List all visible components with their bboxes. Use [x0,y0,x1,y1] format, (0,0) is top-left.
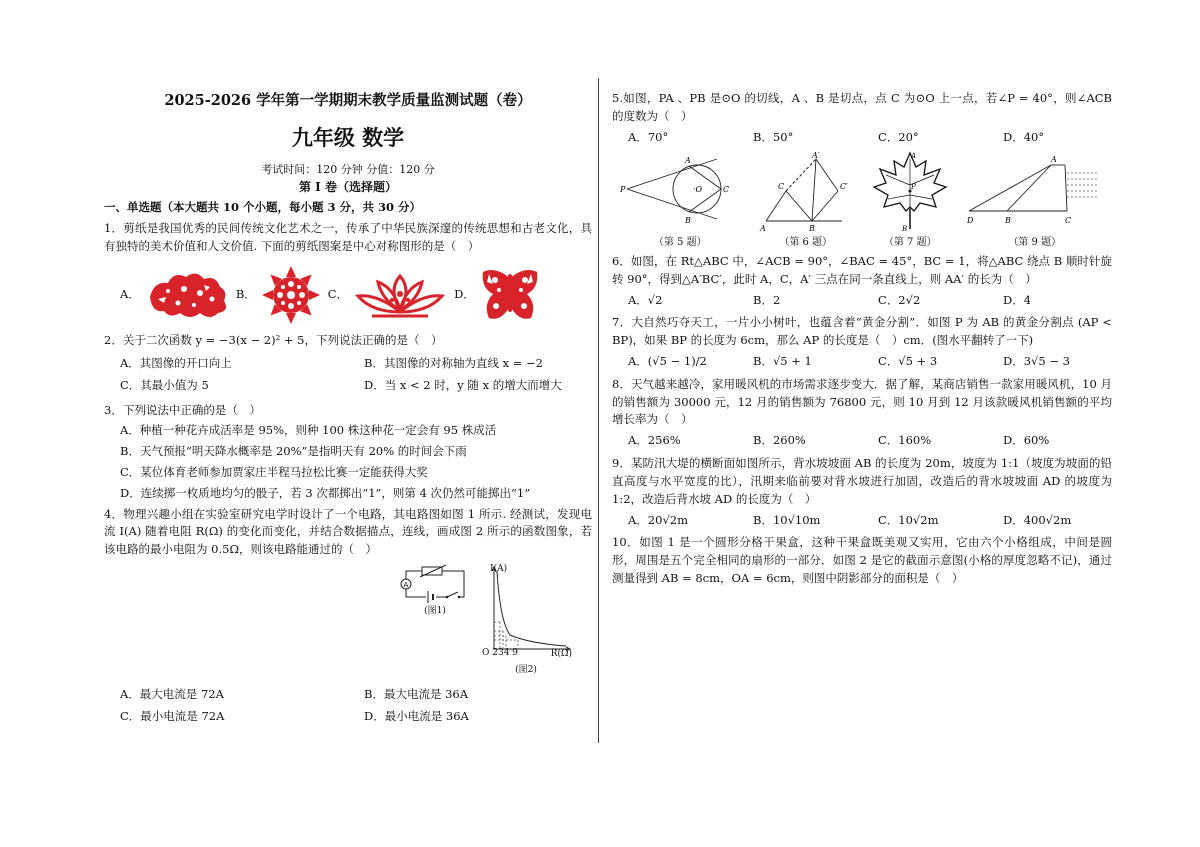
q5-option-d[interactable]: D．40° [1003,129,1045,144]
fig6-label-c: C [777,182,784,192]
q8-option-c[interactable]: C．160% [878,433,932,448]
embankment-diagram [965,151,1105,233]
fig9-label-a: A [1050,155,1057,165]
graph-figure [480,563,572,678]
q7-option-c[interactable]: C．√5 + 3 [878,354,938,368]
flower-papercut-icon [260,264,322,326]
exam-subject: 九年级 数学 [291,126,405,151]
right-column [612,88,1112,590]
question-1-options [120,264,592,326]
q1-option-b-label: B． [235,287,256,302]
question-5-text: 5.如图，PA 、PB 是⊙O 的切线，A 、B 是切点，点 C 为⊙O 上一点，若∠P = 40°，则∠ACB 的度数为（ ） [612,91,1112,123]
q9-option-c[interactable]: C．10√2m [878,512,939,527]
q3-option-b[interactable]: B．天气预报“明天降水概率是 20%”是指明天有 20% 的时间会下雨 [120,444,467,459]
question-3-text: 3．下列说法中正确的是（ ） [104,402,261,417]
graph-y-label: I(A) [490,564,508,575]
tangent-circle-diagram [619,151,741,233]
q7-option-a[interactable]: A．(√5 − 1)/2 [628,354,707,368]
fig6-label-c1: C′ [839,182,848,192]
question-7-text: 7．大自然巧夺天工，一片小小树叶，也蕴含着“黄金分割”．如图 P 为 AB 的黄金分割点 (AP < BP)，如果 BP 的长度为 6cm，那么 AP 的长度是（ ）cm．(图水平翻转了一下) [612,315,1112,348]
question-8-options [612,432,1112,450]
question-4-text: 4．物理兴趣小组在实验室研究电学时设计了一个电路，其电路图如图 1 所示. 经测试，发现电流 I(A) 随着电阻 R(Ω) 的变化而变化，并结合数据描点，连线，画成图 2 所示的函数图象，若该电路的最小电阻为 0.5Ω，则该电路能通过的（ ） [104,506,592,557]
q3-option-d[interactable]: D．连续掷一枚质地均匀的骰子，若 3 次都掷出“1”，则第 4 次仍然可能掷出“1” [120,485,531,500]
fig5-label-b: B [685,216,692,226]
q5-option-c[interactable]: C．20° [878,129,919,144]
question-4-figures [104,563,572,678]
fig9-label-d: D [966,216,974,226]
fig9-label-c: C [1064,216,1071,226]
question-2-options [104,353,592,397]
section-heading: 一、单选题（本大题共 10 个小题，每小题 3 分，共 30 分） [104,199,422,214]
q1-option-b[interactable] [236,264,322,326]
q1-option-d-label: D． [454,287,475,302]
fig5-label-c: C [723,185,730,195]
question-10-text: 10．如图 1 是一个圆形分格干果盒，这种干果盒既美观又实用，它由六个小格组成，中间是圆形，周围是五个完全相同的扇形的一部分．如图 2 是它的截面示意图(小格的厚度忽略不记)，通过测量得到 AB = 8cm，OA = 6cm，则图中阴影部分的面积是（ ） [612,535,1112,585]
q1-option-a-label: A． [120,287,140,302]
q2-option-c[interactable]: C．其最小值为 5 [120,377,209,392]
maple-leaf-diagram [870,151,950,233]
q2-option-d[interactable]: D．当 x < 2 时，y 随 x 的增大而增大 [364,377,562,392]
question-1-text: 1．剪纸是我国优秀的民间传统文化艺术之一，传承了中华民族深邃的传统思想和古老文化，具有独特的美术价值和人文价值. 下面的剪纸图案是中心对称图形的是（ ） [104,221,592,254]
fig5-label-a: A [685,156,692,166]
q4-option-d[interactable]: D．最小电流是 36A [364,708,469,723]
q1-option-c[interactable] [328,270,448,320]
left-column [104,88,592,732]
figure-1-caption: (图1) [424,606,446,617]
svg-text:A: A [403,581,409,590]
fig7-label-p: P [911,183,916,192]
current-resistance-graph [480,563,572,659]
fig6-label-a1: A′ [811,151,820,161]
q3-option-c[interactable]: C．某位体育老师参加贾家庄半程马拉松比赛一定能获得大奖 [120,464,428,479]
figure-2-caption: (图2) [515,664,537,675]
q8-option-a[interactable]: A．256% [628,433,681,448]
column-divider [598,78,599,743]
fig6-label-b: B [808,224,815,234]
q6-option-b[interactable]: B．2 [753,292,781,307]
part-heading: 第 I 卷（选择题） [299,180,397,195]
question-6-options [612,292,1112,310]
q7-option-b[interactable]: B．√5 + 1 [753,354,812,368]
circuit-diagram [400,563,470,603]
dragon-papercut-icon [144,267,230,323]
question-3-options [104,422,592,502]
q9-option-a[interactable]: A．20√2m [628,512,688,527]
question-2-text: 2．关于二次函数 y = −3(x − 2)² + 5，下列说法正确的是（ ） [104,333,443,348]
q8-option-b[interactable]: B．260% [753,433,806,448]
fig7-label-b: B [902,225,908,234]
figure-7 [870,151,950,251]
fig6-caption: （第 6 题） [779,237,833,249]
figure-5 [619,151,741,251]
question-7-options [612,353,1112,371]
graph-x-ticks: O 234 9 [482,647,519,658]
q9-option-d[interactable]: D．400√2m [1003,512,1072,527]
q1-option-a[interactable] [120,267,230,323]
rotation-triangle-diagram [756,151,856,233]
q8-option-d[interactable]: D．60% [1003,433,1050,448]
fig5-label-o: ·O [693,185,703,195]
fig9-caption: （第 9 题） [1008,237,1062,249]
figure-6 [756,151,856,251]
q5-option-a[interactable]: A．70° [628,129,669,144]
figure-9 [965,151,1105,251]
fig9-label-b: B [1004,216,1011,226]
q4-option-c[interactable]: C．最小电流是 72A [120,708,225,723]
question-9-text: 9．某防汛大堤的横断面如图所示，背水坡坡面 AB 的长度为 20m，坡度为 1:1（坡度为坡面的铅直高度与水平宽度的比），汛期来临前要对背水坡进行加固，改造后的背水坡坡面 AD 的坡度为 1:2，改造后背水坡 AD 的长度为（ ） [612,456,1112,506]
q1-option-c-label: C． [327,287,349,302]
q7-option-d[interactable]: D．3√5 − 3 [1003,354,1070,368]
q1-option-d[interactable] [454,264,541,326]
q9-option-b[interactable]: B．10√10m [753,512,821,527]
fig7-caption: （第 7 题） [883,237,937,249]
q2-option-b[interactable]: B．其图像的对称轴为直线 x = −2 [364,355,543,370]
q2-option-a[interactable]: A．其图像的开口向上 [120,355,232,370]
exam-meta: 考试时间：120 分钟 分值：120 分 [261,163,435,177]
question-8-text: 8．天气越来越冷，家用暖风机的市场需求逐步变大．据了解，某商店销售一款家用暖风机，10 月的销售额为 30000 元，12 月的销售额为 76800 元，则 10 月到 12 月该款暖风机销售额的平均增长率为（ ） [612,376,1112,427]
question-4-options [104,684,592,728]
exam-title: 2025-2026 学年第一学期期末教学质量监测试题（卷） [164,92,532,109]
question-5-options [612,129,1112,147]
graph-x-label: R(Ω) [550,648,572,659]
q6-option-d[interactable]: D．4 [1003,292,1032,307]
fig5-caption: （第 5 题） [653,237,707,249]
q4-option-b[interactable]: B．最大电流是 36A [364,686,469,701]
question-6-text: 6．如图，在 Rt△ABC 中，∠ACB = 90°，∠BAC = 45°，BC = 1，将△ABC 绕点 B 顺时针旋转 90°，得到△A′BC′，此时 A，C，A′ 三点在同一条直线上，则 AA′ 的长为（ ） [612,253,1112,286]
question-9-options [612,512,1112,530]
fig6-label-a: A [759,224,766,234]
q6-option-c[interactable]: C．2√2 [878,292,921,307]
figures-row [612,151,1112,251]
q3-option-a[interactable]: A．种植一种花卉成活率是 95%，则种 100 株这种花一定会有 95 株成活 [120,423,497,438]
fig5-label-p: P [620,185,626,195]
q5-option-b[interactable]: B．50° [753,129,794,144]
fig7-label-a: A [911,152,917,161]
q6-option-a[interactable]: A．√2 [628,292,663,307]
circuit-figure [400,563,470,678]
q4-option-a[interactable]: A．最大电流是 72A [120,686,224,701]
butterfly-papercut-icon [479,264,541,326]
lotus-papercut-icon [352,270,448,320]
